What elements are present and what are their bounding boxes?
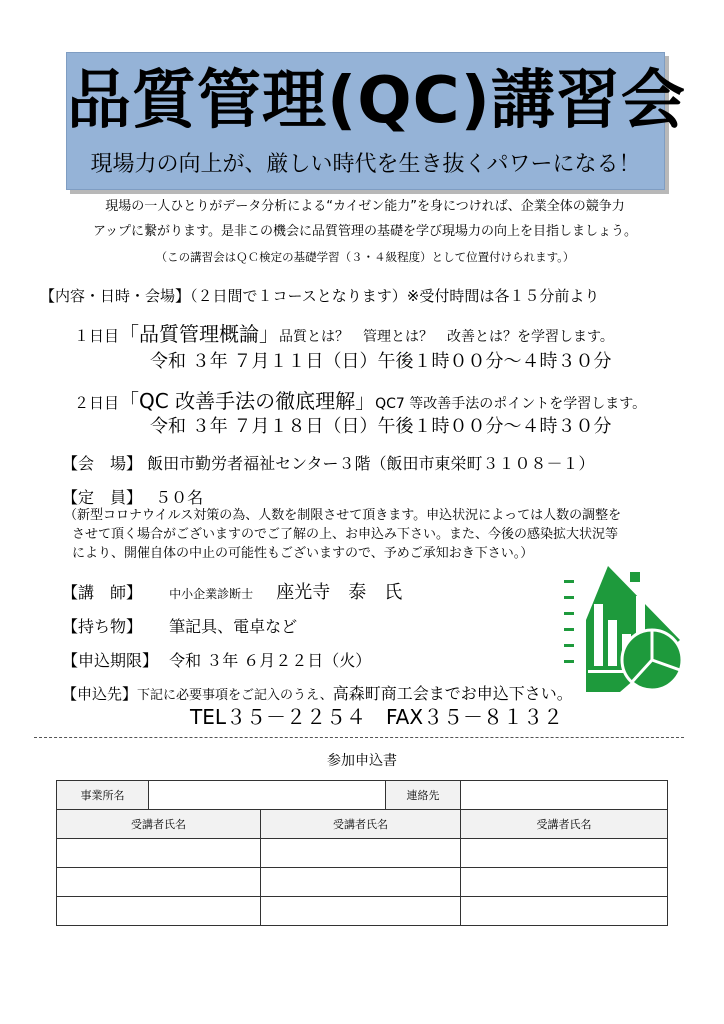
capacity-value: ５０名 <box>155 488 204 507</box>
table-row <box>57 839 668 868</box>
content-heading: 【内容・日時・会場】（２日間で１コースとなります）※受付時間は各１５分前より <box>40 287 600 305</box>
application-form <box>56 780 668 926</box>
capacity-note-2: させて頂く場合がございますのでご了解の上、お申込み下さい。また、今後の感染拡大状況等 <box>72 527 619 542</box>
contact-field[interactable] <box>461 781 668 810</box>
capacity-notes <box>64 506 694 563</box>
table-row <box>57 868 668 897</box>
day1-date: 令和 ３年 ７月１１日（日）午後１時００分～４時３０分 <box>150 351 612 372</box>
attendee-label-3: 受講者氏名 <box>461 810 668 839</box>
deadline-row <box>62 648 371 671</box>
belongings-label: 【持ち物】 <box>62 617 143 636</box>
lecturer-row <box>62 578 402 604</box>
attendee-field[interactable] <box>261 868 461 897</box>
form-title: 参加申込書 <box>327 753 397 769</box>
page-title: 品質管理(QC)講習会 <box>67 64 686 138</box>
attendee-field[interactable] <box>261 897 461 926</box>
belongings-value: 筆記具、電卓など <box>169 617 298 636</box>
venue-row <box>62 451 594 474</box>
attendee-field[interactable] <box>461 839 668 868</box>
intro-line-3: （この講習会はＱＣ検定の基礎学習（３・４級程度）として位置付けられます。） <box>155 250 575 264</box>
title-banner <box>66 52 686 190</box>
capacity-label: 【定 員】 <box>62 488 143 507</box>
deadline-label: 【申込期限】 <box>62 651 159 670</box>
day1-desc: 品質とは？ 管理とは？ 改善とは？を学習します。 <box>279 329 614 345</box>
table-row <box>57 897 668 926</box>
attendee-field[interactable] <box>261 839 461 868</box>
capacity-row <box>62 485 203 508</box>
attendee-label-2: 受講者氏名 <box>261 810 461 839</box>
apply-label: 【申込先】 <box>62 685 138 703</box>
attendee-field[interactable] <box>461 868 668 897</box>
day1-title: 「品質管理概論」 <box>119 322 280 346</box>
day2-prefix: ２日目 <box>74 394 120 412</box>
day2-desc: QC7 等改善手法のポイントを学習します。 <box>375 396 647 412</box>
company-field[interactable] <box>149 781 386 810</box>
lecturer-label: 【講 師】 <box>62 583 143 602</box>
company-label: 事業所名 <box>57 781 149 810</box>
apply-main: 高森町商工会までお申込下さい。 <box>332 684 573 703</box>
attendee-label-1: 受講者氏名 <box>57 810 261 839</box>
capacity-note-3: により、開催自体の中止の可能性もございますので、予めご承知おき下さい。） <box>72 546 534 561</box>
cut-line <box>34 737 684 738</box>
intro-line-1: 現場の一人ひとりがデータ分析による“カイゼン能力”を身につければ、企業全体の競争力 <box>105 199 625 214</box>
bar-chart-pie-icon <box>560 560 690 700</box>
venue-label: 【会 場】 <box>62 454 143 473</box>
capacity-note-1: （新型コロナウイルス対策の為、人数を制限させて頂きます。申込状況によっては人数の調整を <box>64 508 622 523</box>
day1-prefix: １日目 <box>74 327 120 345</box>
intro-line-2: アップに繋がります。是非この機会に品質管理の基礎を学び現場力の向上を目指しましょう。 <box>92 224 638 239</box>
belongings-row <box>62 614 297 637</box>
apply-pre: 下記に必要事項をご記入のうえ、 <box>137 688 333 703</box>
day2-row <box>74 385 646 414</box>
attendee-field[interactable] <box>57 897 261 926</box>
day2-date: 令和 ３年 ７月１８日（日）午後１時００分～４時３０分 <box>150 416 612 437</box>
deadline-value: 令和 ３年 ６月２２日（火） <box>169 651 372 670</box>
day2-title: 「QC 改善手法の徹底理解」 <box>119 389 376 413</box>
lecturer-role: 中小企業診断士 <box>169 587 254 601</box>
attendee-field[interactable] <box>57 839 261 868</box>
attendee-field[interactable] <box>57 868 261 897</box>
attendee-field[interactable] <box>461 897 668 926</box>
venue-value: 飯田市勤労者福祉センター３階（飯田市東栄町３１０８－１） <box>147 454 595 473</box>
contact-label: 連絡先 <box>386 781 461 810</box>
day1-row <box>74 318 614 347</box>
apply-phones: TEL３５－２２５４ FAX３５－８１３２ <box>190 705 564 729</box>
lecturer-name: 座光寺 泰 氏 <box>276 582 403 603</box>
tagline: 現場力の向上が、厳しい時代を生き抜くパワーになる！ <box>90 152 641 177</box>
